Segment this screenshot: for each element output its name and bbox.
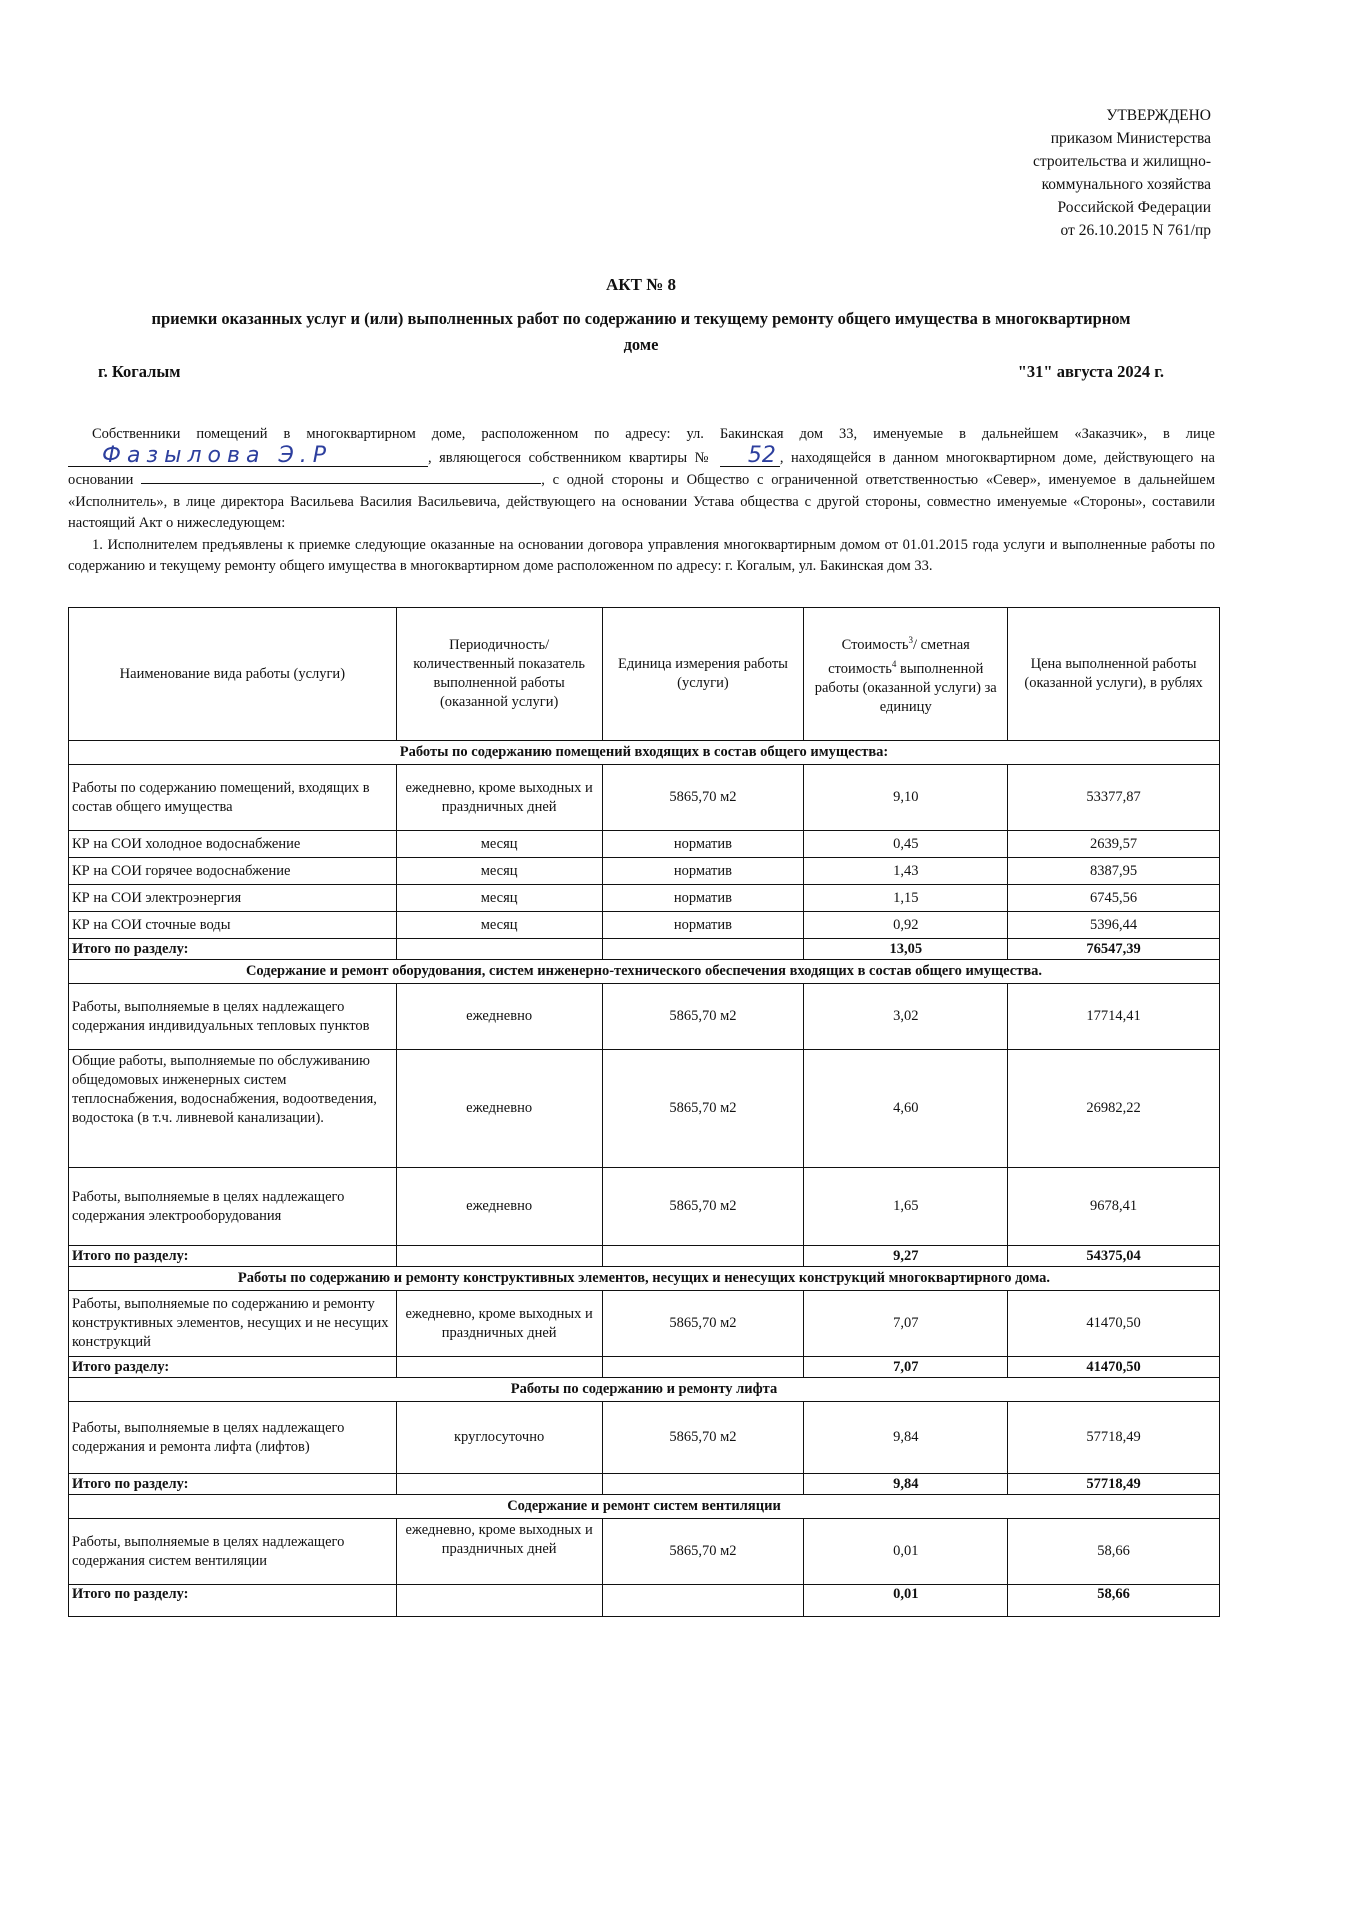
- work-cost: 0,45: [804, 831, 1008, 858]
- approval-stamp: [1033, 104, 1211, 242]
- work-cost: 4,60: [804, 1050, 1008, 1168]
- approval-line: от 26.10.2015 N 761/пр: [1060, 222, 1211, 239]
- header-price: Цена выполненной работы (оказанной услуги), в рублях: [1008, 608, 1220, 741]
- work-price: 57718,49: [1008, 1402, 1220, 1474]
- work-name: КР на СОИ холодное водоснабжение: [69, 831, 397, 858]
- empty-cell: [396, 1474, 602, 1495]
- work-name: КР на СОИ электроэнергия: [69, 885, 397, 912]
- table-header-row: [69, 608, 1220, 741]
- section-total-row: [69, 1585, 1220, 1617]
- section-title: Содержание и ремонт оборудования, систем инженерно-технического обеспечения входящих в состав общего имущества.: [69, 960, 1220, 984]
- total-label: Итого по разделу:: [69, 1585, 397, 1617]
- work-price: 8387,95: [1008, 858, 1220, 885]
- work-price: 6745,56: [1008, 885, 1220, 912]
- work-price: 58,66: [1008, 1519, 1220, 1585]
- header-cost-text: выполненной работы (оказанной услуги) за единицу: [814, 660, 997, 715]
- work-cost: 1,43: [804, 858, 1008, 885]
- act-date: "31" августа 2024 г.: [1017, 362, 1164, 381]
- empty-cell: [396, 1246, 602, 1267]
- total-price: 41470,50: [1008, 1357, 1220, 1378]
- total-label: Итого по разделу:: [69, 939, 397, 960]
- work-period: месяц: [396, 858, 602, 885]
- owner-signature-name: Фазылова Э.Р: [68, 446, 428, 467]
- approval-line: приказом Министерства: [1050, 130, 1211, 147]
- act-number: АКТ № 8: [605, 275, 677, 294]
- work-cost: 0,01: [804, 1519, 1008, 1585]
- work-unit: норматив: [602, 912, 804, 939]
- table-row: [69, 858, 1220, 885]
- empty-cell: [396, 1585, 602, 1617]
- work-price: 2639,57: [1008, 831, 1220, 858]
- work-cost: 0,92: [804, 912, 1008, 939]
- intro-text-a: Собственники помещений в многоквартирном доме, расположенном по адресу: ул. Бакинская дом 33, именуемые в дальнейшем «Заказчик», в лице: [92, 426, 1215, 442]
- basis-blank-line: [141, 469, 541, 484]
- header-name: Наименование вида работы (услуги): [69, 608, 397, 741]
- table-row: [69, 1402, 1220, 1474]
- work-unit: 5865,70 м2: [602, 1050, 804, 1168]
- footnote-ref: 3: [908, 635, 913, 646]
- work-price: 26982,22: [1008, 1050, 1220, 1168]
- footnote-ref: 4: [891, 659, 897, 669]
- total-label: Итого по разделу:: [69, 1474, 397, 1495]
- section-total-row: [69, 939, 1220, 960]
- city: г. Когалым: [98, 362, 181, 381]
- total-price: 58,66: [1008, 1585, 1220, 1617]
- header-cost-text: / сметная стоимость: [828, 637, 970, 677]
- work-price: 17714,41: [1008, 984, 1220, 1050]
- work-cost: 1,65: [804, 1168, 1008, 1246]
- total-cost: 7,07: [804, 1357, 1008, 1378]
- work-period: ежедневно, кроме выходных и праздничных дней: [396, 1519, 602, 1585]
- work-name: КР на СОИ сточные воды: [69, 912, 397, 939]
- apartment-number: 52: [720, 446, 780, 467]
- work-period: ежедневно: [396, 1168, 602, 1246]
- work-period: ежедневно: [396, 984, 602, 1050]
- section-title: Работы по содержанию и ремонту конструктивных элементов, несущих и ненесущих конструкций многоквартирного дома.: [69, 1267, 1220, 1291]
- work-name: Работы, выполняемые в целях надлежащего содержания систем вентиляции: [69, 1519, 397, 1585]
- table-row: [69, 831, 1220, 858]
- section-row: [69, 960, 1220, 984]
- table-row: [69, 1519, 1220, 1585]
- total-cost: 13,05: [804, 939, 1008, 960]
- table-row: [69, 885, 1220, 912]
- work-unit: 5865,70 м2: [602, 1168, 804, 1246]
- intro-text: [68, 424, 1215, 578]
- work-cost: 1,15: [804, 885, 1008, 912]
- work-cost: 7,07: [804, 1291, 1008, 1357]
- table-row: [69, 1168, 1220, 1246]
- approval-line: Российской Федерации: [1057, 199, 1211, 216]
- work-price: 5396,44: [1008, 912, 1220, 939]
- total-label: Итого по разделу:: [69, 1246, 397, 1267]
- table-row: [69, 984, 1220, 1050]
- section-row: [69, 1267, 1220, 1291]
- empty-cell: [396, 1357, 602, 1378]
- section-total-row: [69, 1474, 1220, 1495]
- total-price: 54375,04: [1008, 1246, 1220, 1267]
- work-name: Общие работы, выполняемые по обслуживанию общедомовых инженерных систем теплоснабжения, водоснабжения, водоотведения, водостока (в т.ч. ливневой канализации).: [69, 1050, 397, 1168]
- approval-line: коммунального хозяйства: [1041, 176, 1211, 193]
- work-name: Работы, выполняемые по содержанию и ремонту конструктивных элементов, несущих и не несущих конструкций: [69, 1291, 397, 1357]
- work-period: ежедневно, кроме выходных и праздничных дней: [396, 1291, 602, 1357]
- work-period: месяц: [396, 912, 602, 939]
- section-row: [69, 1495, 1220, 1519]
- work-period: месяц: [396, 885, 602, 912]
- works-table: [68, 607, 1220, 1617]
- table-row: [69, 765, 1220, 831]
- work-cost: 3,02: [804, 984, 1008, 1050]
- total-price: 76547,39: [1008, 939, 1220, 960]
- total-cost: 9,27: [804, 1246, 1008, 1267]
- intro-paragraph-2: 1. Исполнителем предъявлены к приемке следующие оказанные на основании договора управления многоквартирным домом от 01.01.2015 года услуги и выполненные работы по содержанию и текущему ремонту общего имущества в многоквартирном доме расположенном по адресу: г. Когалым, ул. Бакинская дом 33.: [68, 536, 1215, 574]
- work-name: Работы, выполняемые в целях надлежащего содержания индивидуальных тепловых пунктов: [69, 984, 397, 1050]
- empty-cell: [602, 1474, 804, 1495]
- work-unit: 5865,70 м2: [602, 765, 804, 831]
- section-row: [69, 1378, 1220, 1402]
- work-unit: 5865,70 м2: [602, 984, 804, 1050]
- work-period: ежедневно: [396, 1050, 602, 1168]
- section-title: Работы по содержанию и ремонту лифта: [69, 1378, 1220, 1402]
- work-name: Работы по содержанию помещений, входящих в состав общего имущества: [69, 765, 397, 831]
- empty-cell: [602, 1585, 804, 1617]
- intro-text-c: , находящейся в данном многоквартирном доме, действующего на основании: [68, 449, 1215, 488]
- work-price: 9678,41: [1008, 1168, 1220, 1246]
- header-periodicity: Периодичность/ количественный показатель выполненной работы (оказанной услуги): [396, 608, 602, 741]
- work-cost: 9,10: [804, 765, 1008, 831]
- act-subtitle: приемки оказанных услуг и (или) выполненных работ по содержанию и текущему ремонту общего имущества в многоквартирном доме: [151, 309, 1131, 354]
- table-row: [69, 1291, 1220, 1357]
- intro-text-d: , с одной стороны и Общество с ограниченной ответственностью «Север», именуемое в дальнейшем «Исполнитель», в лице директора Васильева Василия Васильевича, действующего на основании Устава общества с другой стороны, совместно именуемые «Стороны», составили настоящий Акт о нижеследующем:: [68, 472, 1215, 531]
- intro-paragraph-1: [68, 424, 1215, 535]
- work-price: 41470,50: [1008, 1291, 1220, 1357]
- section-title: Работы по содержанию помещений входящих в состав общего имущества:: [69, 741, 1220, 765]
- work-period: круглосуточно: [396, 1402, 602, 1474]
- section-row: [69, 741, 1220, 765]
- city-date-line: [98, 362, 1164, 382]
- empty-cell: [602, 939, 804, 960]
- work-name: Работы, выполняемые в целях надлежащего содержания и ремонта лифта (лифтов): [69, 1402, 397, 1474]
- header-cost-text: Стоимость: [841, 637, 909, 653]
- work-unit: норматив: [602, 885, 804, 912]
- section-total-row: [69, 1246, 1220, 1267]
- work-period: ежедневно, кроме выходных и праздничных дней: [396, 765, 602, 831]
- approval-title: УТВЕРЖДЕНО: [1106, 107, 1211, 124]
- work-name: Работы, выполняемые в целях надлежащего содержания электрооборудования: [69, 1168, 397, 1246]
- total-price: 57718,49: [1008, 1474, 1220, 1495]
- total-label: Итого разделу:: [69, 1357, 397, 1378]
- work-unit: 5865,70 м2: [602, 1291, 804, 1357]
- table-row: [69, 1050, 1220, 1168]
- work-unit: норматив: [602, 858, 804, 885]
- approval-line: строительства и жилищно-: [1033, 153, 1211, 170]
- total-cost: 9,84: [804, 1474, 1008, 1495]
- work-period: месяц: [396, 831, 602, 858]
- work-cost: 9,84: [804, 1402, 1008, 1474]
- section-title: Содержание и ремонт систем вентиляции: [69, 1495, 1220, 1519]
- total-cost: 0,01: [804, 1585, 1008, 1617]
- work-unit: норматив: [602, 831, 804, 858]
- intro-text-b: , являющегося собственником квартиры №: [428, 449, 713, 466]
- work-unit: 5865,70 м2: [602, 1402, 804, 1474]
- work-price: 53377,87: [1008, 765, 1220, 831]
- empty-cell: [602, 1357, 804, 1378]
- work-name: КР на СОИ горячее водоснабжение: [69, 858, 397, 885]
- section-total-row: [69, 1357, 1220, 1378]
- table-row: [69, 912, 1220, 939]
- work-unit: 5865,70 м2: [602, 1519, 804, 1585]
- document-title: [0, 272, 1282, 358]
- header-cost: [804, 608, 1008, 741]
- header-unit: Единица измерения работы (услуги): [602, 608, 804, 741]
- empty-cell: [602, 1246, 804, 1267]
- empty-cell: [396, 939, 602, 960]
